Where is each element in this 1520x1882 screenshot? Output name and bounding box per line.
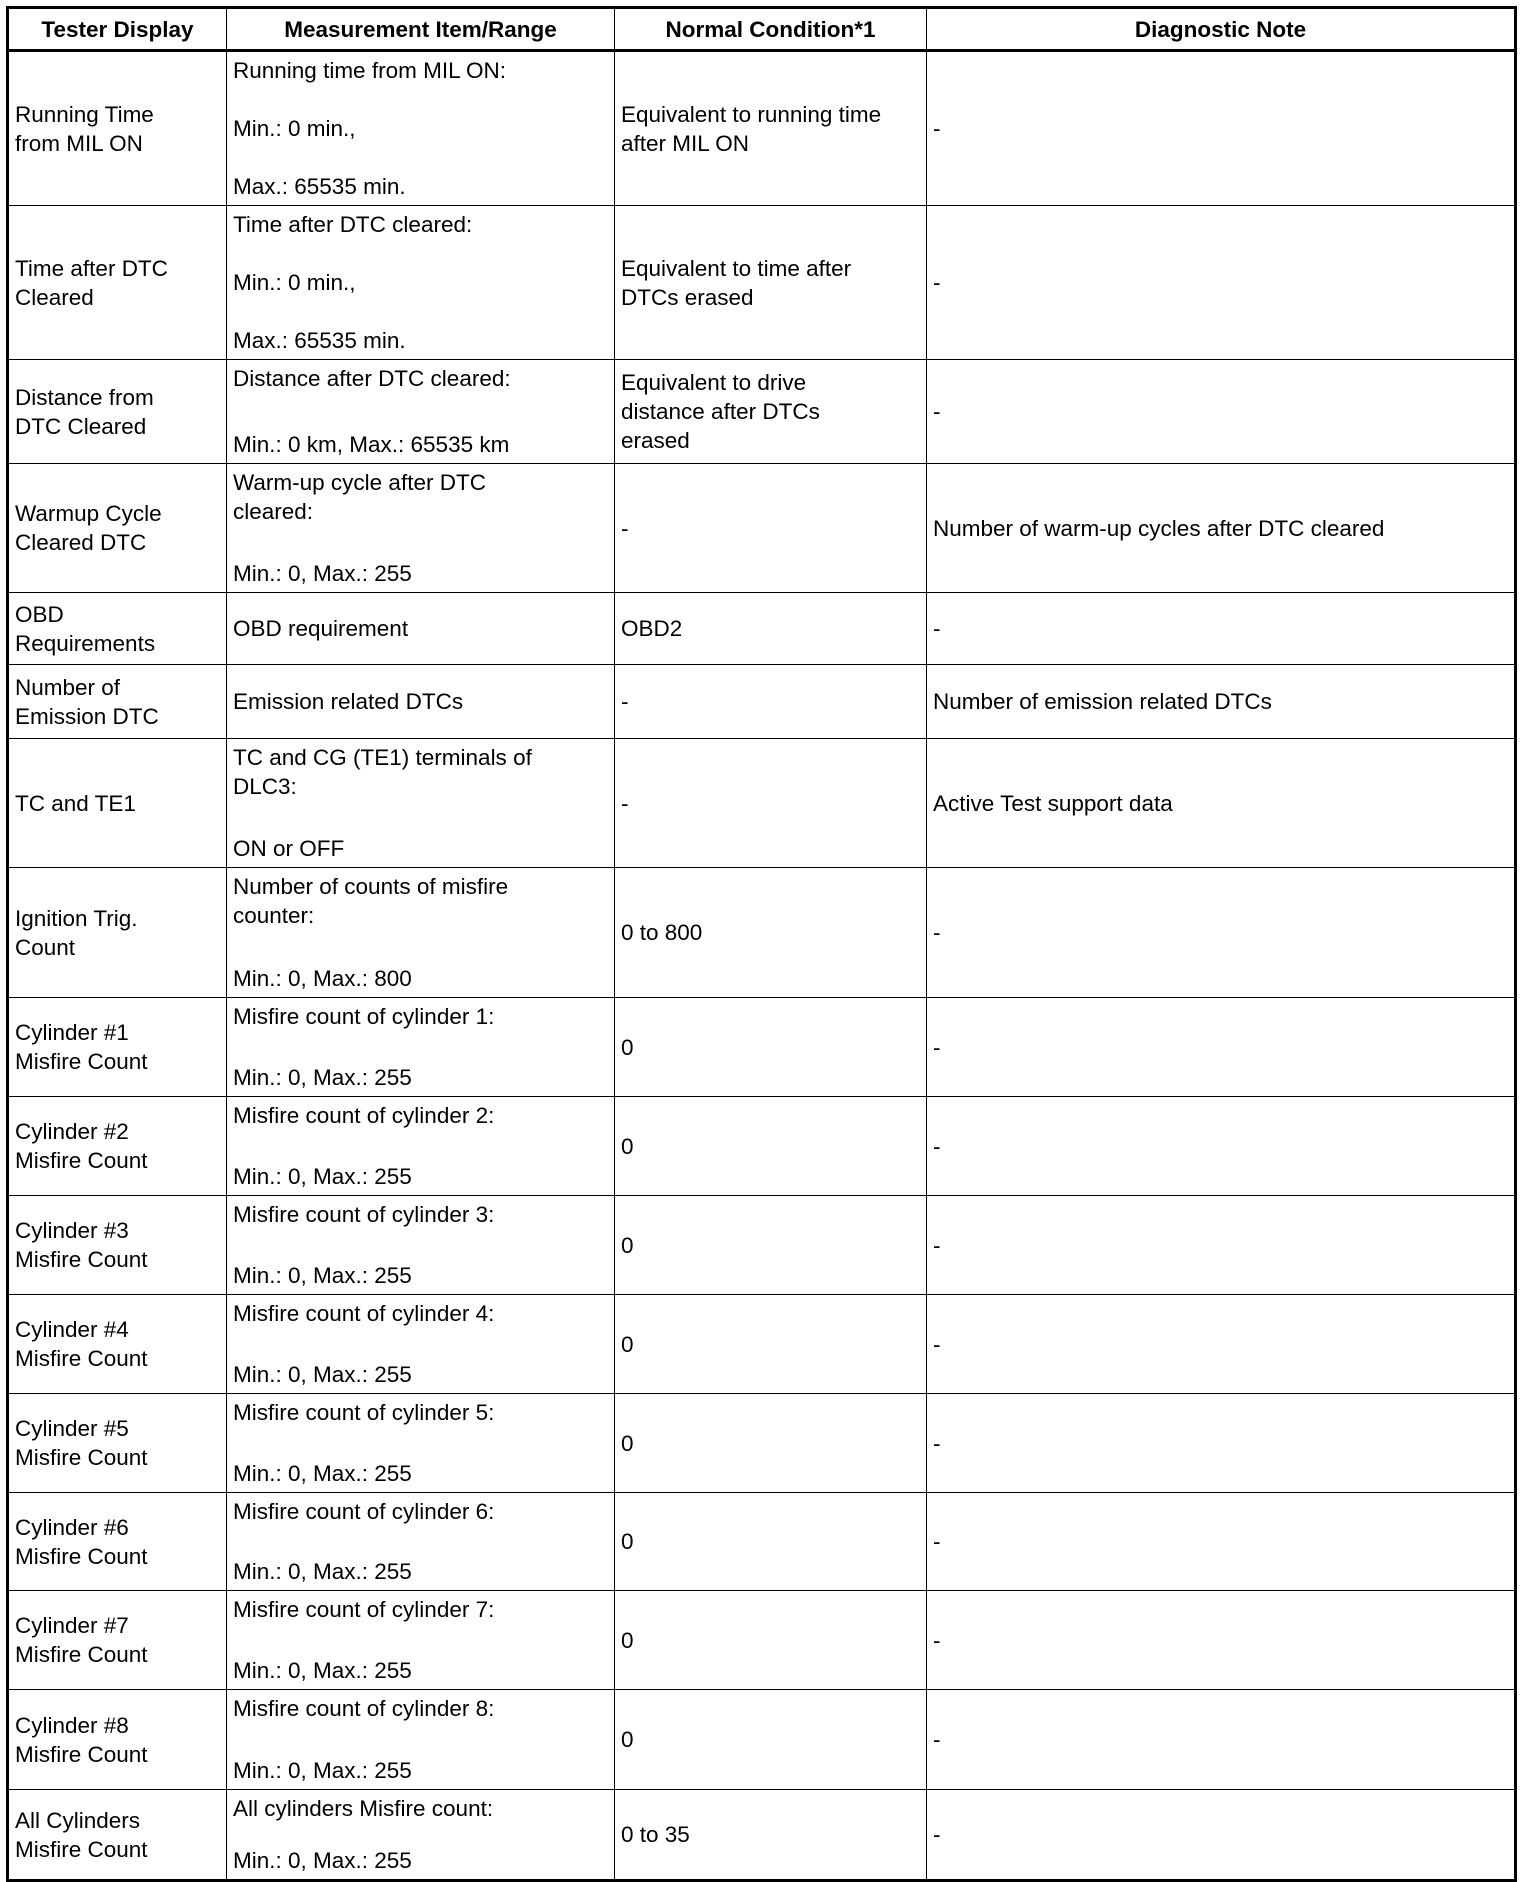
measurement-item-line: OBD requirement xyxy=(233,616,409,641)
table-row xyxy=(8,51,1516,206)
table-row xyxy=(8,593,1516,665)
table-row xyxy=(8,206,1516,360)
measurement-item-line: Distance after DTC cleared: xyxy=(233,366,511,391)
measurement-item-line: Min.: 0, Max.: 255 xyxy=(233,1848,412,1873)
measurement-item-line: Min.: 0, Max.: 255 xyxy=(233,1559,412,1584)
table-row xyxy=(8,1690,1516,1790)
normal-condition-cell: Equivalent to drive distance after DTCs erased xyxy=(615,360,927,464)
diagnostic-note-cell: - xyxy=(927,206,1516,360)
tester-display-cell: Cylinder #3 Misfire Count xyxy=(8,1196,227,1295)
measurement-item-line: Misfire count of cylinder 6: xyxy=(233,1499,495,1524)
normal-condition-cell: Equivalent to time after DTCs erased xyxy=(615,206,927,360)
measurement-item-line: Min.: 0, Max.: 800 xyxy=(233,966,412,991)
table-row xyxy=(8,998,1516,1097)
normal-condition-cell: 0 to 800 xyxy=(615,868,927,998)
measurement-item-line: Min.: 0, Max.: 255 xyxy=(233,1362,412,1387)
measurement-item-line: Time after DTC cleared: xyxy=(233,212,473,237)
normal-condition-cell: Equivalent to running time after MIL ON xyxy=(615,51,927,206)
table-row xyxy=(8,1790,1516,1881)
table-row xyxy=(8,1493,1516,1591)
measurement-item-cell xyxy=(227,998,615,1097)
table-row xyxy=(8,1097,1516,1196)
measurement-item-cell xyxy=(227,1097,615,1196)
measurement-item-cell xyxy=(227,868,615,998)
measurement-item-cell xyxy=(227,51,615,206)
tester-display-cell: Cylinder #5 Misfire Count xyxy=(8,1394,227,1493)
measurement-item-line: Misfire count of cylinder 1: xyxy=(233,1004,495,1029)
measurement-item-line: Max.: 65535 min. xyxy=(233,174,406,199)
header-tester-display: Tester Display xyxy=(8,8,227,51)
diagnostic-note-cell: - xyxy=(927,360,1516,464)
tester-display-cell: Cylinder #2 Misfire Count xyxy=(8,1097,227,1196)
tester-display-cell: Ignition Trig. Count xyxy=(8,868,227,998)
measurement-item-cell xyxy=(227,1591,615,1690)
diagnostic-note-cell: - xyxy=(927,998,1516,1097)
measurement-item-line: Min.: 0, Max.: 255 xyxy=(233,1263,412,1288)
measurement-item-cell xyxy=(227,206,615,360)
measurement-item-cell xyxy=(227,1790,615,1881)
diagnostic-note-cell: - xyxy=(927,1394,1516,1493)
tester-display-cell: Cylinder #4 Misfire Count xyxy=(8,1295,227,1394)
diagnostic-note-cell: - xyxy=(927,1295,1516,1394)
measurement-item-line: Min.: 0 min., xyxy=(233,270,356,295)
table-row xyxy=(8,739,1516,868)
measurement-item-line: Emission related DTCs xyxy=(233,689,464,714)
tester-display-cell: Cylinder #1 Misfire Count xyxy=(8,998,227,1097)
normal-condition-cell: - xyxy=(615,464,927,593)
measurement-item-line: Misfire count of cylinder 5: xyxy=(233,1400,495,1425)
diagnostic-note-cell: Number of emission related DTCs xyxy=(927,665,1516,739)
diagnostic-note-cell: Active Test support data xyxy=(927,739,1516,868)
normal-condition-cell: 0 xyxy=(615,1295,927,1394)
normal-condition-cell: 0 xyxy=(615,1097,927,1196)
tester-display-cell: Time after DTC Cleared xyxy=(8,206,227,360)
tester-display-cell: TC and TE1 xyxy=(8,739,227,868)
diagnostic-note-cell: - xyxy=(927,1591,1516,1690)
header-measurement-item: Measurement Item/Range xyxy=(227,8,615,51)
diagnostic-note-cell: Number of warm-up cycles after DTC cleared xyxy=(927,464,1516,593)
normal-condition-cell: - xyxy=(615,665,927,739)
table-row xyxy=(8,464,1516,593)
table-row xyxy=(8,1196,1516,1295)
table-row xyxy=(8,360,1516,464)
measurement-item-cell xyxy=(227,593,615,665)
tester-display-cell: Cylinder #8 Misfire Count xyxy=(8,1690,227,1790)
measurement-item-line: Misfire count of cylinder 7: xyxy=(233,1597,495,1622)
tester-display-cell: Number of Emission DTC xyxy=(8,665,227,739)
measurement-item-cell xyxy=(227,739,615,868)
measurement-item-cell xyxy=(227,1493,615,1591)
measurement-item-line: Min.: 0, Max.: 255 xyxy=(233,1461,412,1486)
diagnostic-note-cell: - xyxy=(927,1790,1516,1881)
measurement-item-line: Min.: 0, Max.: 255 xyxy=(233,1658,412,1683)
measurement-item-line: All cylinders Misfire count: xyxy=(233,1796,494,1821)
normal-condition-cell: 0 xyxy=(615,1690,927,1790)
diagnostic-note-cell: - xyxy=(927,1493,1516,1591)
measurement-item-line: Running time from MIL ON: xyxy=(233,58,506,83)
measurement-item-line: Min.: 0, Max.: 255 xyxy=(233,561,412,586)
tester-display-cell: Cylinder #6 Misfire Count xyxy=(8,1493,227,1591)
normal-condition-cell: 0 xyxy=(615,1196,927,1295)
table-row xyxy=(8,1591,1516,1690)
diagnostic-note-cell: - xyxy=(927,1690,1516,1790)
measurement-item-cell xyxy=(227,665,615,739)
diagnostic-note-cell: - xyxy=(927,1196,1516,1295)
measurement-item-cell xyxy=(227,464,615,593)
measurement-item-line: Min.: 0 km, Max.: 65535 km xyxy=(233,432,510,457)
normal-condition-cell: 0 xyxy=(615,1493,927,1591)
measurement-item-line: Misfire count of cylinder 8: xyxy=(233,1696,495,1721)
measurement-item-line: TC and CG (TE1) terminals of DLC3: xyxy=(233,745,532,799)
header-diagnostic-note: Diagnostic Note xyxy=(927,8,1516,51)
tester-display-cell: Running Time from MIL ON xyxy=(8,51,227,206)
measurement-item-line: Number of counts of misfire counter: xyxy=(233,874,509,928)
normal-condition-cell: 0 xyxy=(615,1591,927,1690)
measurement-item-line: Min.: 0, Max.: 255 xyxy=(233,1164,412,1189)
measurement-item-cell xyxy=(227,1295,615,1394)
diagnostic-note-cell: - xyxy=(927,868,1516,998)
measurement-item-line: Misfire count of cylinder 3: xyxy=(233,1202,495,1227)
table-row xyxy=(8,1394,1516,1493)
normal-condition-cell: 0 xyxy=(615,998,927,1097)
normal-condition-cell: 0 to 35 xyxy=(615,1790,927,1881)
measurement-item-line: Warm-up cycle after DTC cleared: xyxy=(233,470,486,524)
table-row xyxy=(8,1295,1516,1394)
measurement-item-cell xyxy=(227,1196,615,1295)
tester-display-cell: Distance from DTC Cleared xyxy=(8,360,227,464)
header-normal-condition: Normal Condition*1 xyxy=(615,8,927,51)
diagnostic-note-cell: - xyxy=(927,1097,1516,1196)
table-row xyxy=(8,665,1516,739)
measurement-item-cell xyxy=(227,1394,615,1493)
normal-condition-cell: OBD2 xyxy=(615,593,927,665)
measurement-item-line: Min.: 0, Max.: 255 xyxy=(233,1758,412,1783)
measurement-item-line: ON or OFF xyxy=(233,836,345,861)
tester-display-cell: All Cylinders Misfire Count xyxy=(8,1790,227,1881)
tester-display-cell: Cylinder #7 Misfire Count xyxy=(8,1591,227,1690)
measurement-item-line: Min.: 0, Max.: 255 xyxy=(233,1065,412,1090)
measurement-item-line: Misfire count of cylinder 4: xyxy=(233,1301,495,1326)
normal-condition-cell: - xyxy=(615,739,927,868)
data-list-table xyxy=(6,6,1517,1882)
measurement-item-line: Min.: 0 min., xyxy=(233,116,356,141)
diagnostic-note-cell: - xyxy=(927,593,1516,665)
normal-condition-cell: 0 xyxy=(615,1394,927,1493)
measurement-item-cell xyxy=(227,360,615,464)
table-row xyxy=(8,868,1516,998)
header-row xyxy=(8,8,1516,51)
tester-display-cell: OBD Requirements xyxy=(8,593,227,665)
measurement-item-line: Max.: 65535 min. xyxy=(233,328,406,353)
diagnostic-note-cell: - xyxy=(927,51,1516,206)
measurement-item-line: Misfire count of cylinder 2: xyxy=(233,1103,495,1128)
measurement-item-cell xyxy=(227,1690,615,1790)
tester-display-cell: Warmup Cycle Cleared DTC xyxy=(8,464,227,593)
